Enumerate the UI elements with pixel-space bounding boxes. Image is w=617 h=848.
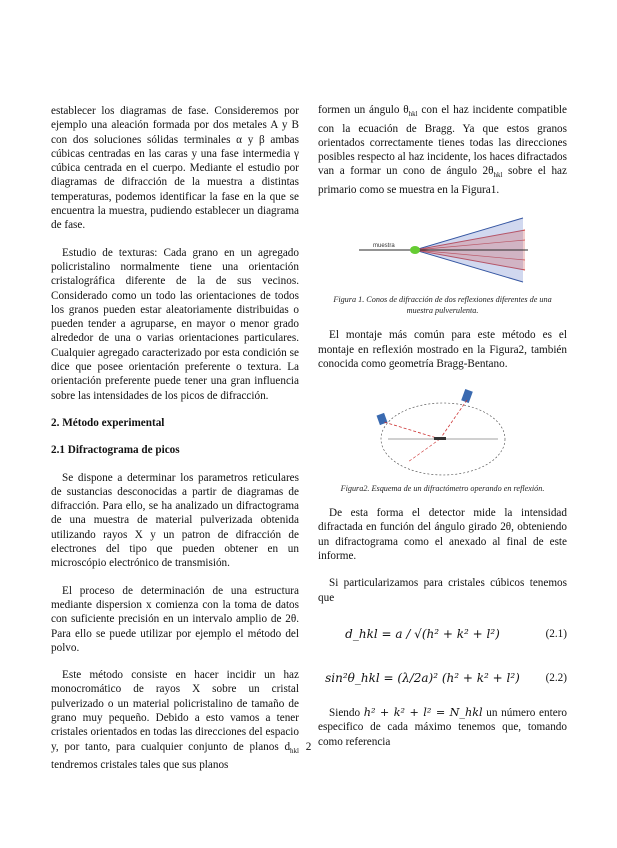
incident-beam [440, 400, 467, 439]
section-heading: 2. Método experimental [51, 416, 165, 429]
text: Siendo [329, 706, 364, 719]
page-number: 2 [305, 741, 312, 753]
figure-diffractometer [368, 384, 518, 479]
diffracted-beam [384, 422, 440, 439]
subscript: hkl [408, 110, 418, 119]
equation-formula: sin²θ_hkl = (λ/2a)² (h² + k² + l²) [325, 670, 520, 685]
paragraph [51, 668, 299, 772]
inline-formula: h² + k² + l² = N_hkl [363, 705, 483, 719]
paragraph: De esta forma el detector mide la intensidad difractada en función del ángulo girado 2θ, obteniendo un difractograma como el anexado al final de este informe. [318, 507, 567, 563]
paragraph [318, 103, 567, 197]
text: sobre el haz primario como se muestra en la Figura1. [318, 165, 567, 196]
x-ray-tube [461, 389, 473, 403]
text: tendremos cristales tales que sus planos [51, 759, 229, 772]
equation-2-2 [318, 662, 567, 694]
subsection-heading: 2.1 Difractograma de picos [51, 444, 180, 457]
equation-number: (2.2) [545, 671, 567, 684]
sample [434, 437, 446, 440]
figure-caption: Figura2. Esquema de un difractómetro operando en reflexión. [340, 484, 545, 494]
paragraph: El proceso de determinación de una estructura mediante dispersion x comienza con la toma de datos con suficiente precisión en un intervalo amplio de 2θ. Para ello se puede utilizar por ejemplo el método del polvo. [51, 584, 299, 654]
text: formen un ángulo θ [318, 104, 409, 116]
right-column [318, 103, 567, 762]
equation-number: (2.1) [545, 627, 567, 640]
detector [376, 413, 387, 425]
left-column [51, 104, 299, 785]
text: Este método consiste en hacer incidir un haz monocromático de rayos X sobre un cristal pulverizado o un material policristalino de tamaño de grano muy pequeño. Debido a esto vamos a tener cristales orientados en todas las direcciones del espacio y, por tanto, para cualquier conjunto de planos d [51, 669, 299, 753]
sample [410, 246, 420, 254]
diffracted-beam [408, 439, 440, 462]
text: un número entero especifico de cada máximo tenemos que, tomando como referencia [318, 706, 567, 748]
paragraph: Se dispone a determinar los parametros reticulares de sustancias desconocidas a partir de diagramas de difracción. Para ello, se ha analizado un difractograma de una muestra de material pulverizada obtenida utilizando rayos X y un patron de difracción de electrones del tipo que pueden obtener en un microscópio electrónico de transmisión. [51, 471, 299, 570]
paragraph: Si particularizamos para cristales cúbicos tenemos que [318, 577, 567, 604]
paragraph-textures: Estudio de texturas: Cada grano en un agregado policristalino normalmente tiene una orientación cristalográfica diferente de la de sus vecinos. Considerado como un todo las orientaciones de todos los granos pueden estar aleatoriamente distribuidas o pueden tender a agruparse, en mayor o menor grado alrededor de una o varias orientaciones particulares. Cualquier agregado caracterizado por esta condición se dice que posee orientación preferente o textura. La orientación preferente puede tener una gran influencia sobre las intensidades de los picos de difracción. [51, 246, 299, 402]
paragraph: El montaje más común para este método es el montaje en reflexión mostrado en la Figura2, también conocida como geometría Bragg-Bentano. [318, 329, 567, 370]
figure-caption: Figura 1. Conos de difracción de dos reflexiones diferentes de una muestra pulverulenta. [333, 295, 552, 316]
figure-label: muestra [372, 243, 395, 250]
figure-diffraction-cones [353, 210, 533, 290]
equation-formula: d_hkl = a / √(h² + k² + l²) [345, 626, 500, 641]
subscript: hkl [290, 746, 299, 755]
equation-2-1 [318, 618, 567, 650]
subscript: hkl [493, 171, 503, 180]
text: con el haz incidente compatible con la ecuación de Bragg. Ya que estos granos orientados correctamente tienes todas las direcciones posibles respecto al haz incidente, los haces difractados van a formar un cono de ángulo 2θ [318, 104, 567, 178]
paragraph: establecer los diagramas de fase. Consideremos por ejemplo una aleación formada por dos metales A y B con dos soluciones sólidas terminales α y β ambas cúbicas centradas en las caras y una fase intermedia γ cúbica centrada en el cuerpo. Mediante el estudio por diagramas de difracción de la muestra a distintas temperaturas, podemos identificar la fase en la que se encuentra la muestra, pudiendo establecer un diagrama de fase. [51, 105, 299, 232]
